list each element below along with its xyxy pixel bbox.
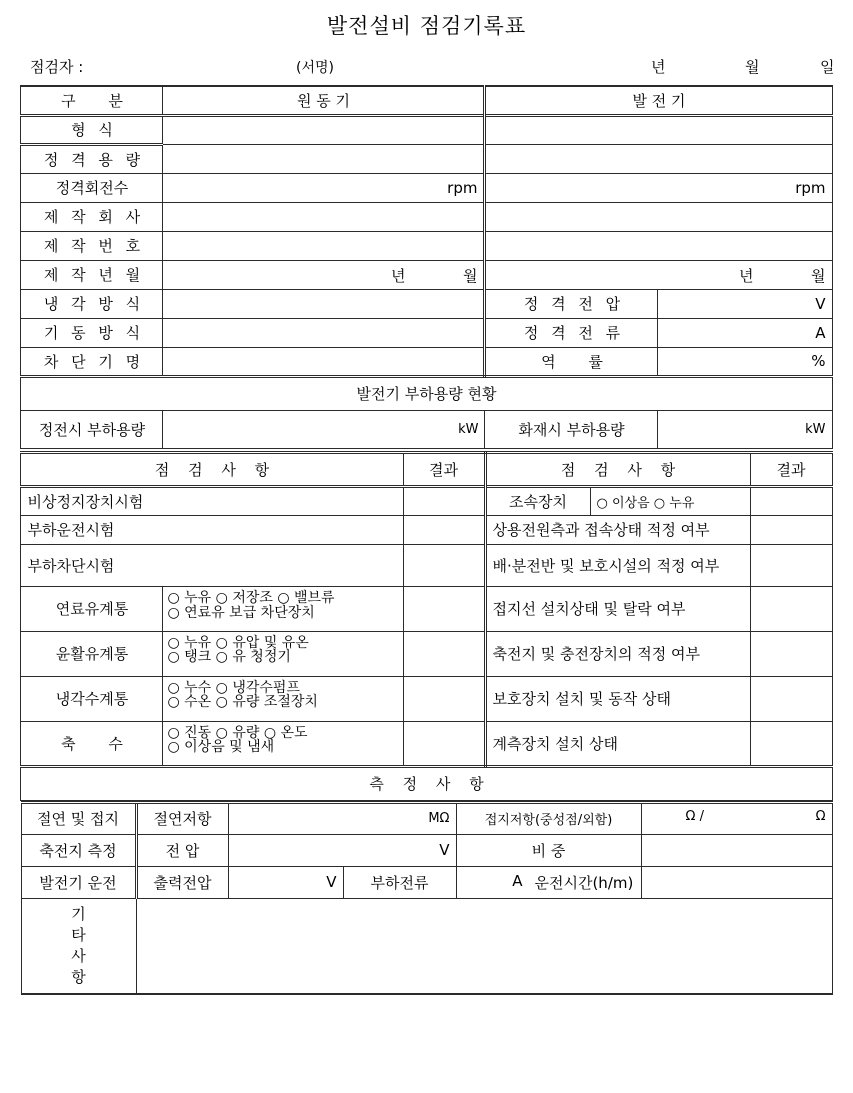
table-row [21, 318, 832, 347]
table-row [21, 676, 832, 721]
other-label-char-2: 사 [71, 946, 86, 965]
table-row [21, 452, 832, 486]
inspection-left-item-0: 비상정지장치시험 [21, 486, 403, 515]
year-mark-gen: 년 [739, 266, 754, 285]
option-line-1: ○ 누수 ○ 냉각수펌프 [167, 679, 300, 696]
inspection-left-item-3: 연료유계통 [21, 586, 163, 631]
spec-row-label-7: 기 동 방 식 [21, 318, 163, 347]
table-row [21, 515, 832, 544]
other-items-value[interactable] [136, 898, 832, 994]
spec-col-generator: 발 전 기 [485, 86, 832, 115]
option-line-1: ○ 누유 ○ 유압 및 유온 [167, 634, 309, 651]
other-label-char-3: 항 [71, 967, 86, 986]
inspection-col-result-right: 결과 [750, 452, 832, 486]
spec-table [20, 85, 832, 449]
year-mark-pm: 년 [390, 266, 406, 285]
measure-row1-item2: 접지저항(중성점/외함) [456, 802, 641, 834]
other-items-label [21, 898, 136, 994]
header-line [0, 48, 853, 82]
fire-load-label: 화재시 부하용량 [485, 410, 658, 448]
spec-value-gen-1[interactable] [485, 144, 832, 173]
inspection-table [20, 451, 832, 801]
measure-row3-item3: 운전시간(h/m) [534, 873, 634, 892]
load-section-title: 발전기 부하용량 현황 [21, 376, 832, 410]
table-row [21, 173, 832, 202]
spec-value-pm-6[interactable] [163, 289, 485, 318]
table-row [21, 898, 832, 994]
measurement-table [21, 801, 833, 996]
inspection-left-result-2[interactable] [403, 544, 485, 586]
gen-extra-label-2: 역 률 [485, 347, 658, 376]
table-row [21, 376, 832, 410]
spec-value-pm-3[interactable] [163, 202, 485, 231]
spec-value-pm-4[interactable] [163, 231, 485, 260]
spec-row-label-3: 제 작 회 사 [21, 202, 163, 231]
inspection-left-options-5[interactable] [163, 676, 403, 721]
table-row [21, 766, 832, 800]
table-row [21, 486, 832, 515]
spec-value-pm-7[interactable] [163, 318, 485, 347]
spec-row-label-5: 제 작 년 월 [21, 260, 163, 289]
measure-row2-category: 축전지 측정 [21, 834, 136, 866]
ohm-unit-b: Ω [815, 808, 826, 824]
option-line-2: ○ 수온 ○ 유량 조절장치 [167, 693, 318, 710]
ohm-unit-a: Ω / [685, 808, 704, 824]
spec-value-pm-2[interactable]: rpm [163, 173, 485, 202]
table-row [21, 721, 832, 766]
table-row [21, 202, 832, 231]
inspection-right-item-4: 축전지 및 충전장치의 적정 여부 [485, 631, 750, 676]
measure-row1-value2[interactable] [641, 802, 832, 834]
table-row [21, 544, 832, 586]
year-label: 년 [651, 58, 666, 76]
option-line-2: ○ 탱크 ○ 유 청정기 [167, 648, 291, 665]
inspection-col-item-left: 점 검 사 항 [21, 452, 403, 486]
inspection-right-result-6[interactable] [750, 721, 832, 766]
gen-extra-value-2[interactable]: % [658, 347, 832, 376]
gen-extra-label-1: 정 격 전 류 [485, 318, 658, 347]
inspection-right-item-6: 계측장치 설치 상태 [485, 721, 750, 766]
table-row [21, 289, 832, 318]
inspection-right-item-1: 상용전원측과 접속상태 적정 여부 [485, 515, 750, 544]
table-row [21, 410, 832, 448]
inspection-right-result-3[interactable] [750, 586, 832, 631]
inspection-right-item-3: 접지선 설치상태 및 탈락 여부 [485, 586, 750, 631]
gen-extra-label-0: 정 격 전 압 [485, 289, 658, 318]
spec-value-gen-5[interactable] [485, 260, 832, 289]
inspection-right-options-0[interactable]: ○ 이상음 ○ 누유 [590, 486, 750, 515]
table-row [21, 231, 832, 260]
spec-row-label-2: 정격회전수 [21, 173, 163, 202]
option-line-1: ○ 진동 ○ 유량 ○ 온도 [167, 724, 308, 741]
measure-row2-value2[interactable] [641, 834, 832, 866]
spec-value-pm-8[interactable] [163, 347, 485, 376]
page-title: 발전설비 점검기록표 [326, 14, 527, 38]
inspection-left-options-4[interactable] [163, 631, 403, 676]
table-row [21, 260, 832, 289]
day-label: 일 [820, 58, 835, 76]
measure-row3-category: 발전기 운전 [21, 866, 136, 898]
inspection-left-result-6[interactable] [403, 721, 485, 766]
gen-extra-value-0[interactable]: V [658, 289, 832, 318]
inspection-col-item-right: 점 검 사 항 [485, 452, 750, 486]
measure-row2-item2: 비 중 [456, 834, 641, 866]
spec-row-label-1: 정 격 용 량 [21, 144, 163, 173]
inspection-left-result-3[interactable] [403, 586, 485, 631]
spec-row-label-6: 냉 각 방 식 [21, 289, 163, 318]
inspection-left-item-4: 윤활유계통 [21, 631, 163, 676]
inspector-label: 점검자 : [30, 58, 84, 76]
measure-row1-item: 절연저항 [136, 802, 228, 834]
blackout-load-value[interactable]: kW [163, 410, 485, 448]
inspection-right-item-0: 조속장치 [485, 486, 590, 515]
spec-row-label-8: 차 단 기 명 [21, 347, 163, 376]
inspection-right-result-5[interactable] [750, 676, 832, 721]
measure-row1-value[interactable]: MΩ [228, 802, 456, 834]
table-row [21, 586, 832, 631]
spec-row-label-4: 제 작 번 호 [21, 231, 163, 260]
table-row [21, 802, 832, 834]
table-row [21, 144, 832, 173]
spec-value-gen-4[interactable] [485, 231, 832, 260]
measure-row2-item: 전 압 [136, 834, 228, 866]
measure-row3-item2: 부하전류 [343, 866, 456, 898]
signature-label: (서명) [296, 60, 334, 76]
inspection-left-item-1: 부하운전시험 [21, 515, 403, 544]
option-line-2: ○ 이상음 및 냄새 [167, 738, 275, 755]
month-mark-gen: 월 [811, 266, 826, 285]
month-mark-pm: 월 [462, 266, 478, 285]
measure-row1-category: 절연 및 접지 [21, 802, 136, 834]
inspection-left-item-5: 냉각수계통 [21, 676, 163, 721]
measurement-section-title: 측 정 사 항 [21, 766, 832, 800]
ampere-unit: A [512, 871, 523, 890]
table-row [21, 115, 832, 144]
measure-row3-value3[interactable] [641, 866, 832, 898]
inspection-right-result-1[interactable] [750, 515, 832, 544]
inspection-left-result-4[interactable] [403, 631, 485, 676]
inspection-right-result-4[interactable] [750, 631, 832, 676]
inspection-right-item-5: 보호장치 설치 및 동작 상태 [485, 676, 750, 721]
fire-load-value[interactable]: kW [658, 410, 832, 448]
spec-value-gen-2[interactable]: rpm [485, 173, 832, 202]
option-line-1: ○ 누유 ○ 저장조 ○ 밸브류 [167, 589, 335, 606]
spec-col-category: 구 분 [21, 86, 163, 115]
spec-col-prime-mover: 원 동 기 [163, 86, 485, 115]
inspection-right-result-0[interactable] [750, 486, 832, 515]
measure-row3-item: 출력전압 [136, 866, 228, 898]
measure-row2-value[interactable]: V [228, 834, 456, 866]
month-label: 월 [745, 58, 760, 76]
option-line-2: ○ 연료유 보급 차단장치 [167, 604, 315, 621]
table-row [21, 834, 832, 866]
blackout-load-label: 정전시 부하용량 [21, 410, 163, 448]
table-row [21, 866, 832, 898]
inspection-left-options-6[interactable] [163, 721, 403, 766]
inspection-col-result-left: 결과 [403, 452, 485, 486]
inspection-left-options-3[interactable] [163, 586, 403, 631]
other-label-char-0: 기 [71, 904, 86, 923]
spec-value-gen-0[interactable] [485, 115, 832, 144]
spec-value-pm-5[interactable] [163, 260, 485, 289]
spec-value-pm-0[interactable] [163, 115, 485, 144]
inspection-right-result-2[interactable] [750, 544, 832, 586]
inspection-left-item-2: 부하차단시험 [21, 544, 403, 586]
inspection-left-result-1[interactable] [403, 515, 485, 544]
other-label-char-1: 타 [71, 925, 86, 944]
inspection-left-result-0[interactable] [403, 486, 485, 515]
inspection-left-item-6: 축 수 [21, 721, 163, 766]
gen-extra-value-1[interactable]: A [658, 318, 832, 347]
spec-value-pm-1[interactable] [163, 144, 485, 173]
spec-row-label-0: 형 식 [21, 115, 163, 144]
spec-value-gen-3[interactable] [485, 202, 832, 231]
table-row [21, 631, 832, 676]
inspection-right-item-2: 배·분전반 및 보호시설의 적정 여부 [485, 544, 750, 586]
measure-row3-value[interactable]: V [228, 866, 343, 898]
table-row [21, 86, 832, 115]
inspection-left-result-5[interactable] [403, 676, 485, 721]
table-row [21, 347, 832, 376]
measure-row3-value2[interactable] [456, 866, 641, 898]
